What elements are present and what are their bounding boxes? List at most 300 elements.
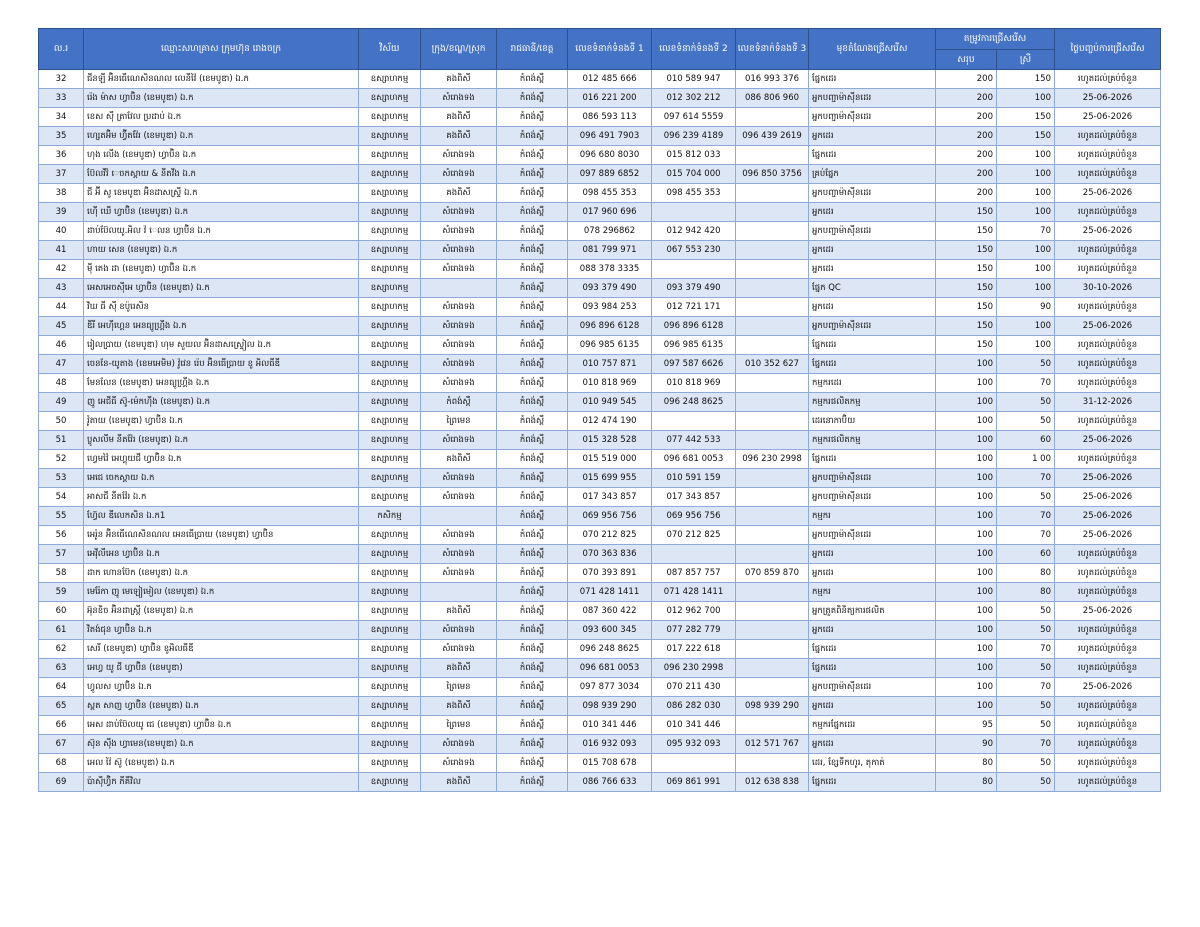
table-row	[39, 450, 1161, 469]
cell-position: អ្នកបញ្ជាម៉ាស៊ីនដេរ	[809, 317, 936, 336]
header-no: ល.រ	[39, 29, 84, 70]
cell-sector: ឧស្សាហកម្ម	[359, 298, 421, 317]
cell-district: សំរោងទង	[421, 526, 497, 545]
cell-deadline: រហូតដល់គ្រប់ចំនួន	[1055, 564, 1161, 583]
cell-province: កំពង់ស្ពឺ	[497, 222, 568, 241]
cell-position: កម្មករផលិតកម្ម	[809, 393, 936, 412]
cell-province: កំពង់ស្ពឺ	[497, 450, 568, 469]
header-district: ក្រុង/ខណ្ឌ/ស្រុក	[421, 29, 497, 70]
cell-female: 50	[997, 621, 1055, 640]
cell-company: ហ្វេមវ៉ៃ អេហ្គុយជី ហ្វាប៊ិន ឯ.ក	[84, 450, 359, 469]
cell-female: 50	[997, 659, 1055, 678]
cell-district: ព្រៃមេន	[421, 412, 497, 431]
cell-phone-3	[736, 754, 809, 773]
cell-phone-3	[736, 279, 809, 298]
cell-phone-2: 069 861 991	[652, 773, 736, 792]
cell-deadline: រហូតដល់គ្រប់ចំនួន	[1055, 165, 1161, 184]
cell-phone-3: 070 859 870	[736, 564, 809, 583]
cell-deadline: 25-06-2026	[1055, 526, 1161, 545]
cell-company: ខេស ស៊ី ត្រាវែល ប្រដាប់ ឯ.ក	[84, 108, 359, 127]
cell-no: 33	[39, 89, 84, 108]
cell-company: ស្ពត សាញ ហ្វាប៊ិន (ខេមបូឌា) ឯ.ក	[84, 697, 359, 716]
cell-total: 200	[936, 70, 997, 89]
cell-phone-3	[736, 716, 809, 735]
cell-female: 100	[997, 203, 1055, 222]
cell-phone-1: 070 363 836	[568, 545, 652, 564]
cell-deadline: រហូតដល់គ្រប់ចំនួន	[1055, 336, 1161, 355]
cell-district: សំរោងទង	[421, 241, 497, 260]
table-row	[39, 184, 1161, 203]
cell-phone-3	[736, 431, 809, 450]
cell-no: 45	[39, 317, 84, 336]
cell-deadline: រហូតដល់គ្រប់ចំនួន	[1055, 355, 1161, 374]
cell-female: 150	[997, 70, 1055, 89]
cell-district: គងពិសី	[421, 127, 497, 146]
cell-phone-3	[736, 507, 809, 526]
cell-position: អ្នកដេរ	[809, 545, 936, 564]
table-row	[39, 754, 1161, 773]
cell-sector: ឧស្សាហកម្ម	[359, 260, 421, 279]
cell-phone-1: 096 248 8625	[568, 640, 652, 659]
cell-province: កំពង់ស្ពឺ	[497, 165, 568, 184]
cell-province: កំពង់ស្ពឺ	[497, 374, 568, 393]
cell-female: 50	[997, 393, 1055, 412]
cell-province: កំពង់ស្ពឺ	[497, 773, 568, 792]
cell-position: អ្នកដេរ	[809, 564, 936, 583]
table-row	[39, 716, 1161, 735]
cell-phone-2: 096 239 4189	[652, 127, 736, 146]
cell-position: ដេរ, ខ្សែទីកហូរ, តុកាត់	[809, 754, 936, 773]
cell-no: 50	[39, 412, 84, 431]
cell-district: សំរោងទង	[421, 754, 497, 773]
cell-phone-3: 086 806 960	[736, 89, 809, 108]
table-row	[39, 203, 1161, 222]
cell-phone-3	[736, 222, 809, 241]
cell-phone-2: 071 428 1411	[652, 583, 736, 602]
cell-total: 100	[936, 526, 997, 545]
cell-phone-1: 097 877 3034	[568, 678, 652, 697]
cell-position: ផ្នែកដេរ	[809, 70, 936, 89]
cell-no: 56	[39, 526, 84, 545]
table-row	[39, 507, 1161, 526]
cell-deadline: 25-06-2026	[1055, 89, 1161, 108]
cell-sector: ឧស្សាហកម្ម	[359, 393, 421, 412]
cell-phone-1: 093 600 345	[568, 621, 652, 640]
cell-phone-2: 012 962 700	[652, 602, 736, 621]
cell-phone-1: 017 960 696	[568, 203, 652, 222]
cell-position: អ្នកដេរ	[809, 241, 936, 260]
table-row	[39, 640, 1161, 659]
cell-position: ដេរនោកាប៊ិយ	[809, 412, 936, 431]
cell-company: រៀលប្រាយ (ខេមបូឌា) ហុម សួយល អ៊ិនដាសស្ទ្រៀល ឯ.ក	[84, 336, 359, 355]
cell-sector: ឧស្សាហកម្ម	[359, 678, 421, 697]
cell-deadline: រហូតដល់គ្រប់ចំនួន	[1055, 70, 1161, 89]
cell-company: មេរ៉ែកា ញូ មេឡៀមៀល (ខេមបូឌា) ឯ.ក	[84, 583, 359, 602]
cell-position: អ្នកបញ្ជាម៉ាស៊ីនដេរ	[809, 108, 936, 127]
cell-phone-2: 017 343 857	[652, 488, 736, 507]
cell-phone-3: 096 850 3756	[736, 165, 809, 184]
cell-sector: ឧស្សាហកម្ម	[359, 412, 421, 431]
cell-total: 80	[936, 754, 997, 773]
cell-sector: ឧស្សាហកម្ម	[359, 469, 421, 488]
table-row	[39, 412, 1161, 431]
cell-sector: ឧស្សាហកម្ម	[359, 659, 421, 678]
cell-phone-2	[652, 203, 736, 222]
table-body	[39, 70, 1161, 792]
table-row	[39, 602, 1161, 621]
cell-deadline: 25-06-2026	[1055, 222, 1161, 241]
cell-district	[421, 583, 497, 602]
cell-phone-3	[736, 488, 809, 507]
cell-phone-1: 015 708 678	[568, 754, 652, 773]
cell-female: 70	[997, 469, 1055, 488]
cell-province: កំពង់ស្ពឺ	[497, 393, 568, 412]
cell-company: វិឃ ធី ស៊ី ខប៉ូរេសិន	[84, 298, 359, 317]
cell-phone-1: 087 360 422	[568, 602, 652, 621]
cell-total: 100	[936, 374, 997, 393]
cell-female: 50	[997, 716, 1055, 735]
cell-phone-3	[736, 146, 809, 165]
cell-no: 38	[39, 184, 84, 203]
cell-position: ផ្នែកដេរ	[809, 659, 936, 678]
cell-phone-2: 015 704 000	[652, 165, 736, 184]
cell-company: ហ្សេតអ៊ិម ហ្វ៊ីតវ៉ែរ (ខេមបូឌា) ឯ.ក	[84, 127, 359, 146]
cell-position: អ្នកដេរ	[809, 735, 936, 754]
table-row	[39, 165, 1161, 184]
cell-sector: ឧស្សាហកម្ម	[359, 108, 421, 127]
cell-company: អ៊ុនខិច អ៊ិនដាស្ត្រី (ខេមបូឌា) ឯ.ក	[84, 602, 359, 621]
cell-sector: ឧស្សាហកម្ម	[359, 431, 421, 450]
cell-female: 60	[997, 545, 1055, 564]
cell-phone-1: 012 474 190	[568, 412, 652, 431]
cell-phone-2: 086 282 030	[652, 697, 736, 716]
cell-total: 200	[936, 165, 997, 184]
cell-deadline: រហូតដល់គ្រប់ចំនួន	[1055, 754, 1161, 773]
cell-total: 100	[936, 545, 997, 564]
cell-position: អ្នកដេរ	[809, 697, 936, 716]
cell-total: 100	[936, 412, 997, 431]
cell-province: កំពង់ស្ពឺ	[497, 735, 568, 754]
header-position: មុខតំណែងជ្រើសរើស	[809, 29, 936, 70]
cell-position: អ្នកដេរ	[809, 298, 936, 317]
cell-female: 50	[997, 412, 1055, 431]
cell-position: ផ្នែកដេរ	[809, 640, 936, 659]
cell-company: សេរី (ខេមបូឌា) ហ្វាប៊ិន ខូអិលធីឌី	[84, 640, 359, 659]
cell-company: អេសអេចស៊ីអេ ហ្វាប៊ិន (ខេមបូឌា) ឯ.ក	[84, 279, 359, 298]
cell-total: 100	[936, 602, 997, 621]
cell-no: 32	[39, 70, 84, 89]
cell-deadline: 25-06-2026	[1055, 184, 1161, 203]
cell-no: 35	[39, 127, 84, 146]
cell-district: សំរោងទង	[421, 640, 497, 659]
cell-no: 41	[39, 241, 84, 260]
cell-deadline: រហូតដល់គ្រប់ចំនួន	[1055, 697, 1161, 716]
cell-position: អ្នកបញ្ជាម៉ាស៊ីនដេរ	[809, 526, 936, 545]
cell-sector: ឧស្សាហកម្ម	[359, 754, 421, 773]
cell-no: 54	[39, 488, 84, 507]
cell-province: កំពង់ស្ពឺ	[497, 659, 568, 678]
cell-phone-1: 069 956 756	[568, 507, 652, 526]
header-total: សរុប	[936, 50, 997, 70]
cell-female: 70	[997, 222, 1055, 241]
cell-province: កំពង់ស្ពឺ	[497, 469, 568, 488]
cell-company: មែនលែន (ខេមបូឌា) អេនធ្យូហ្គ្រីង ឯ.ក	[84, 374, 359, 393]
cell-no: 46	[39, 336, 84, 355]
cell-total: 150	[936, 336, 997, 355]
cell-company: ញូ អេជីធី ស៊ូ-ម៉េកហ៊ីង (ខេមបូឌា) ឯ.ក	[84, 393, 359, 412]
table-row	[39, 298, 1161, 317]
cell-district: សំរោងទង	[421, 355, 497, 374]
cell-company: ចេននែ-យូតាង (ខេមអេមិម) វ៉ូវេន រ៉េប អ៊ិនធើប្រាយ ខូ អិលធីឌី	[84, 355, 359, 374]
table-row	[39, 108, 1161, 127]
cell-phone-1: 010 341 446	[568, 716, 652, 735]
cell-province: កំពង់ស្ពឺ	[497, 583, 568, 602]
cell-total: 200	[936, 89, 997, 108]
cell-phone-1: 015 519 000	[568, 450, 652, 469]
cell-sector: ឧស្សាហកម្ម	[359, 127, 421, 146]
cell-district: គងពិសី	[421, 659, 497, 678]
cell-sector: ឧស្សាហកម្ម	[359, 450, 421, 469]
table-row	[39, 89, 1161, 108]
cell-company: រ៉េង ម៉ាស ហ្វាប៊ិន (ខេមបូឌា) ឯ.ក	[84, 89, 359, 108]
cell-sector: ឧស្សាហកម្ម	[359, 602, 421, 621]
cell-phone-1: 010 949 545	[568, 393, 652, 412]
header-phone-3: លេខទំនាក់ទំនងទី 3	[736, 29, 809, 70]
cell-no: 36	[39, 146, 84, 165]
cell-position: ផ្នែក QC	[809, 279, 936, 298]
cell-phone-2: 012 942 420	[652, 222, 736, 241]
cell-phone-3: 012 638 838	[736, 773, 809, 792]
cell-company: ដាក ហោនប៊ែក (ខេមបូឌា) ឯ.ក	[84, 564, 359, 583]
cell-total: 200	[936, 108, 997, 127]
cell-deadline: 31-12-2026	[1055, 393, 1161, 412]
cell-phone-1: 096 491 7903	[568, 127, 652, 146]
cell-female: 50	[997, 355, 1055, 374]
cell-position: អ្នកដេរ	[809, 127, 936, 146]
table-row	[39, 355, 1161, 374]
cell-province: កំពង់ស្ពឺ	[497, 70, 568, 89]
cell-district: សំរោងទង	[421, 298, 497, 317]
cell-phone-2: 012 721 171	[652, 298, 736, 317]
cell-phone-2: 069 956 756	[652, 507, 736, 526]
cell-province: កំពង់ស្ពឺ	[497, 602, 568, 621]
cell-phone-1: 012 485 666	[568, 70, 652, 89]
cell-district: ព្រៃមេន	[421, 716, 497, 735]
cell-phone-1: 088 378 3335	[568, 260, 652, 279]
cell-province: កំពង់ស្ពឺ	[497, 697, 568, 716]
cell-district: គងពិសី	[421, 184, 497, 203]
cell-company: អេស ដាប់ប៊ែលយូ ជេ (ខេមបូឌា) ហ្វាប៊ិន ឯ.ក	[84, 716, 359, 735]
table-row	[39, 659, 1161, 678]
cell-phone-3: 096 230 2998	[736, 450, 809, 469]
cell-phone-1: 096 985 6135	[568, 336, 652, 355]
cell-province: កំពង់ស្ពឺ	[497, 640, 568, 659]
cell-total: 200	[936, 184, 997, 203]
header-sector: វិស័យ	[359, 29, 421, 70]
cell-deadline: រហូតដល់គ្រប់ចំនួន	[1055, 621, 1161, 640]
cell-female: 70	[997, 507, 1055, 526]
cell-province: កំពង់ស្ពឺ	[497, 146, 568, 165]
cell-sector: ឧស្សាហកម្ម	[359, 165, 421, 184]
cell-total: 100	[936, 488, 997, 507]
cell-no: 62	[39, 640, 84, 659]
cell-province: កំពង់ស្ពឺ	[497, 678, 568, 697]
cell-position: ផ្នែកដេរ	[809, 355, 936, 374]
cell-sector: ឧស្សាហកម្ម	[359, 146, 421, 165]
cell-position: អ្នកបញ្ជាម៉ាស៊ីនដេរ	[809, 222, 936, 241]
cell-female: 50	[997, 488, 1055, 507]
cell-phone-1: 086 766 633	[568, 773, 652, 792]
cell-phone-1: 010 757 871	[568, 355, 652, 374]
cell-phone-3: 012 571 767	[736, 735, 809, 754]
table-row	[39, 336, 1161, 355]
cell-total: 100	[936, 640, 997, 659]
cell-phone-2: 015 812 033	[652, 146, 736, 165]
cell-sector: ឧស្សាហកម្ម	[359, 336, 421, 355]
header-phone-1: លេខទំនាក់ទំនងទី 1	[568, 29, 652, 70]
cell-province: កំពង់ស្ពឺ	[497, 203, 568, 222]
cell-province: កំពង់ស្ពឺ	[497, 260, 568, 279]
cell-deadline: 30-10-2026	[1055, 279, 1161, 298]
cell-phone-3	[736, 583, 809, 602]
cell-deadline: 25-06-2026	[1055, 317, 1161, 336]
cell-phone-1: 015 328 528	[568, 431, 652, 450]
cell-phone-2: 010 818 969	[652, 374, 736, 393]
cell-sector: ឧស្សាហកម្ម	[359, 564, 421, 583]
cell-district: គងពិសី	[421, 773, 497, 792]
cell-position: ផ្នែកដេរ	[809, 773, 936, 792]
table-row	[39, 431, 1161, 450]
cell-province: កំពង់ស្ពឺ	[497, 108, 568, 127]
cell-phone-2: 087 857 757	[652, 564, 736, 583]
cell-total: 90	[936, 735, 997, 754]
cell-company: អេជេ ចេកស្តាយ ឯ.ក	[84, 469, 359, 488]
cell-phone-1: 070 212 825	[568, 526, 652, 545]
cell-company: ម៉ី តេង ដា (ខេមបូឌា) ហ្វាប៊ិន ឯ.ក	[84, 260, 359, 279]
cell-district: សំរោងទង	[421, 146, 497, 165]
cell-female: 100	[997, 260, 1055, 279]
cell-province: កំពង់ស្ពឺ	[497, 89, 568, 108]
cell-company: អេល វ៉ៃ ស៊ូ (ខេមបូឌា) ឯ.ក	[84, 754, 359, 773]
cell-province: កំពង់ស្ពឺ	[497, 184, 568, 203]
cell-district: គងពិសី	[421, 108, 497, 127]
cell-deadline: 25-06-2026	[1055, 507, 1161, 526]
cell-phone-2	[652, 754, 736, 773]
cell-female: 100	[997, 89, 1055, 108]
cell-company: វិតង់ជុន ហ្វាប៊ិន ឯ.ក	[84, 621, 359, 640]
cell-sector: ឧស្សាហកម្ម	[359, 89, 421, 108]
cell-no: 64	[39, 678, 84, 697]
cell-district: សំរោងទង	[421, 374, 497, 393]
cell-no: 49	[39, 393, 84, 412]
cell-no: 63	[39, 659, 84, 678]
table-row	[39, 70, 1161, 89]
cell-province: កំពង់ស្ពឺ	[497, 298, 568, 317]
cell-phone-2	[652, 412, 736, 431]
cell-phone-2: 093 379 490	[652, 279, 736, 298]
cell-sector: ឧស្សាហកម្ម	[359, 526, 421, 545]
table-row	[39, 469, 1161, 488]
cell-province: កំពង់ស្ពឺ	[497, 336, 568, 355]
cell-phone-2: 096 230 2998	[652, 659, 736, 678]
cell-district: គងពិសី	[421, 70, 497, 89]
cell-no: 47	[39, 355, 84, 374]
cell-female: 90	[997, 298, 1055, 317]
cell-no: 65	[39, 697, 84, 716]
cell-company: ហ៊ើ ឃើ ហ្វាប៊ិន (ខេមបូឌា) ឯ.ក	[84, 203, 359, 222]
cell-phone-1: 098 455 353	[568, 184, 652, 203]
cell-sector: ឧស្សាហកម្ម	[359, 279, 421, 298]
cell-phone-2: 070 211 430	[652, 678, 736, 697]
cell-no: 55	[39, 507, 84, 526]
cell-total: 200	[936, 127, 997, 146]
cell-phone-3	[736, 374, 809, 393]
cell-sector: ឧស្សាហកម្ម	[359, 355, 421, 374]
cell-no: 53	[39, 469, 84, 488]
cell-sector: ឧស្សាហកម្ម	[359, 70, 421, 89]
cell-district: ព្រៃមេន	[421, 678, 497, 697]
cell-phone-1: 093 984 253	[568, 298, 652, 317]
cell-phone-1: 093 379 490	[568, 279, 652, 298]
table-row	[39, 583, 1161, 602]
cell-no: 48	[39, 374, 84, 393]
cell-female: 100	[997, 241, 1055, 260]
cell-phone-1: 070 393 891	[568, 564, 652, 583]
cell-deadline: រហូតដល់គ្រប់ចំនួន	[1055, 298, 1161, 317]
cell-district: សំរោងទង	[421, 545, 497, 564]
cell-position: អ្នកបញ្ជាម៉ាស៊ីនដេរ	[809, 469, 936, 488]
cell-total: 80	[936, 773, 997, 792]
cell-phone-1: 097 889 6852	[568, 165, 652, 184]
cell-phone-2: 010 589 947	[652, 70, 736, 89]
cell-position: ផ្នែកដេរ	[809, 450, 936, 469]
cell-district: គងពិសី	[421, 450, 497, 469]
cell-female: 100	[997, 279, 1055, 298]
cell-company: ហ្វ៊ែល ឌីលេកសិន ឯ.ក1	[84, 507, 359, 526]
cell-phone-3: 096 439 2619	[736, 127, 809, 146]
cell-phone-2: 096 896 6128	[652, 317, 736, 336]
cell-phone-1: 096 680 8030	[568, 146, 652, 165]
cell-phone-3	[736, 659, 809, 678]
cell-deadline: 25-06-2026	[1055, 431, 1161, 450]
recruitment-table	[38, 28, 1161, 792]
cell-district: សំរោងទង	[421, 165, 497, 184]
cell-company: វ៉ូតាយ (ខេមបូឌា) ហ្វាប៊ិន ឯ.ក	[84, 412, 359, 431]
cell-deadline: រហូតដល់គ្រប់ចំនួន	[1055, 450, 1161, 469]
cell-province: កំពង់ស្ពឺ	[497, 412, 568, 431]
cell-sector: ឧស្សាហកម្ម	[359, 203, 421, 222]
cell-phone-3	[736, 184, 809, 203]
cell-company: អេវ៉ីលីអេន ហ្វាប៊ិន ឯ.ក	[84, 545, 359, 564]
cell-province: កំពង់ស្ពឺ	[497, 127, 568, 146]
cell-phone-2	[652, 260, 736, 279]
cell-phone-1: 016 221 200	[568, 89, 652, 108]
cell-company: ហុង លេីង (ខេមបូឌា) ហ្វាប៊ិន ឯ.ក	[84, 146, 359, 165]
cell-phone-3	[736, 260, 809, 279]
cell-total: 100	[936, 431, 997, 450]
cell-no: 44	[39, 298, 84, 317]
cell-phone-1: 096 896 6128	[568, 317, 652, 336]
cell-province: កំពង់ស្ពឺ	[497, 488, 568, 507]
table-row	[39, 127, 1161, 146]
cell-phone-2: 070 212 825	[652, 526, 736, 545]
cell-phone-2: 095 932 093	[652, 735, 736, 754]
cell-female: 80	[997, 583, 1055, 602]
table-row	[39, 697, 1161, 716]
cell-position: អ្នកបញ្ជាម៉ាស៊ីនដេរ	[809, 678, 936, 697]
table-row	[39, 735, 1161, 754]
cell-no: 60	[39, 602, 84, 621]
